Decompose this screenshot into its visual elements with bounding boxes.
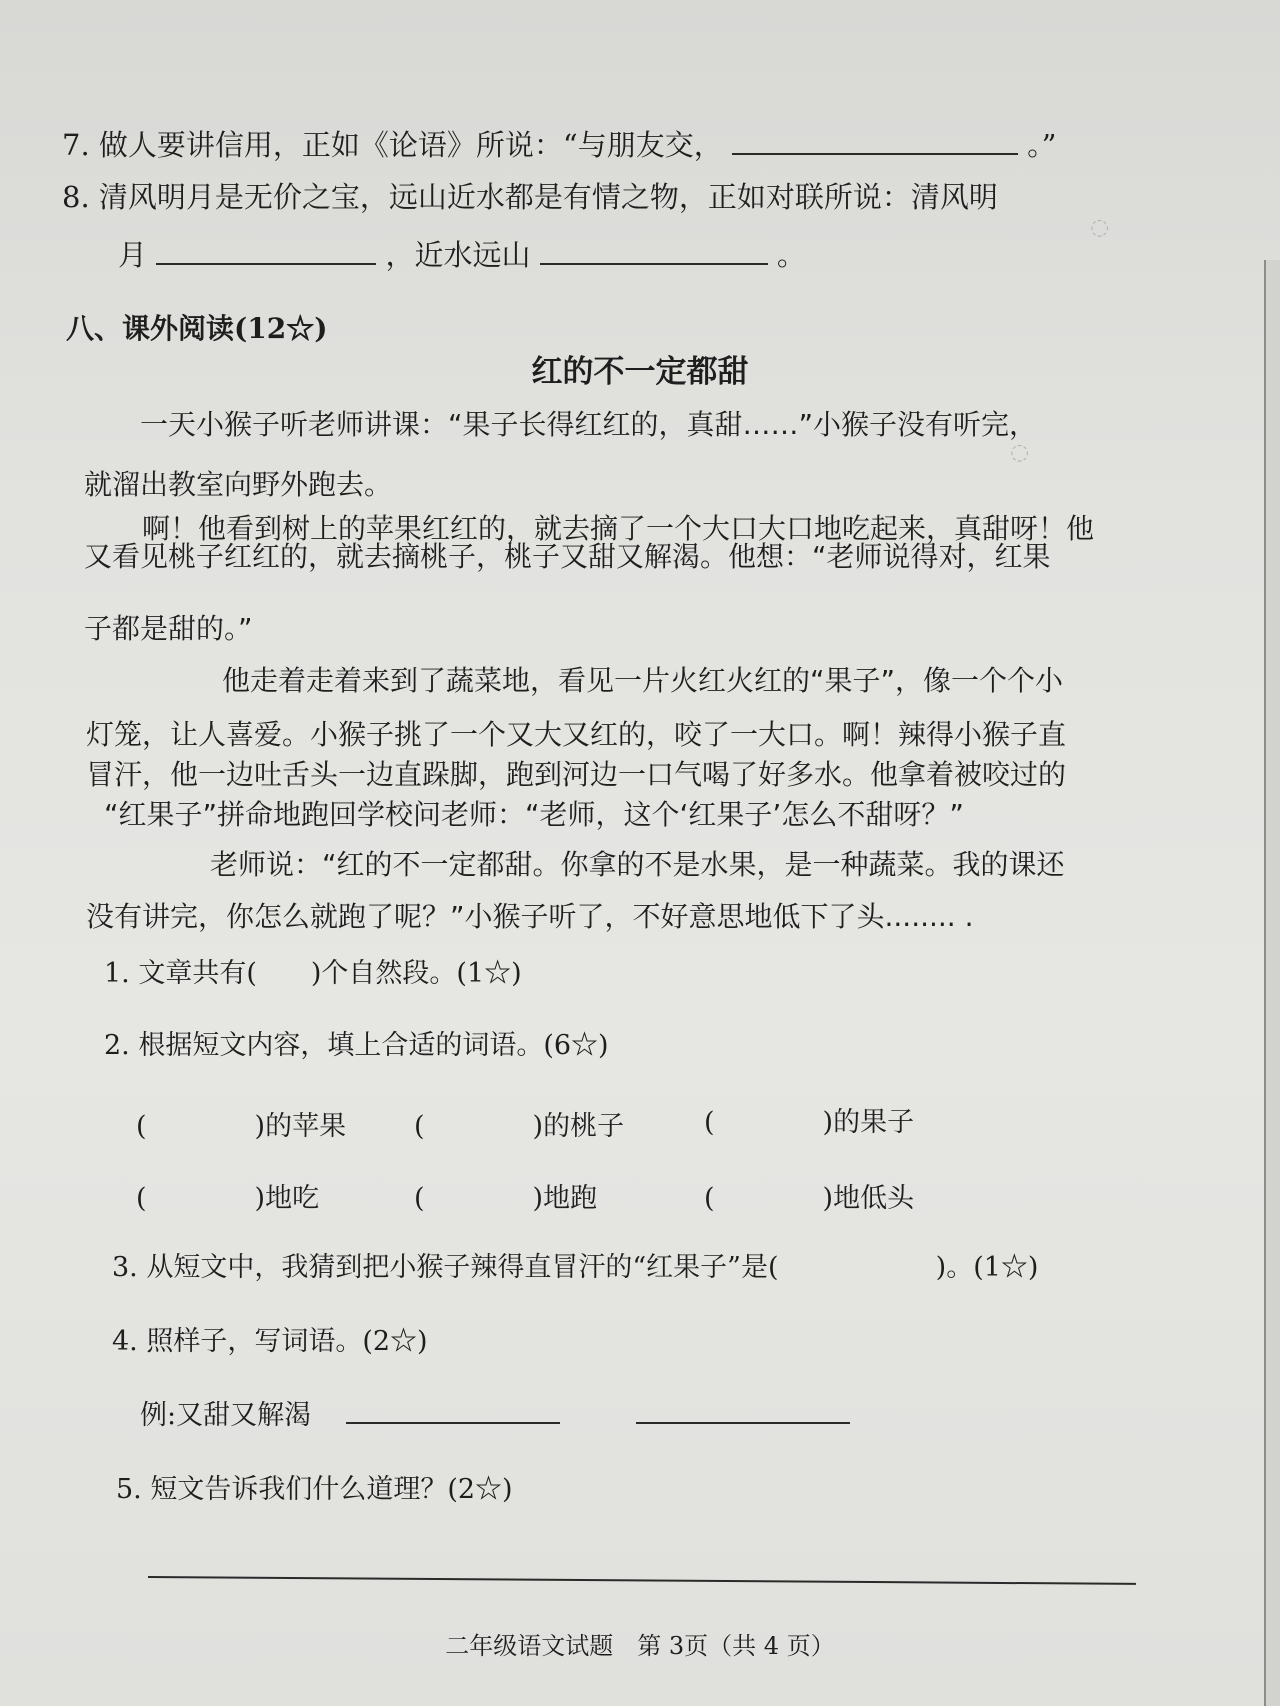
passage-line: 冒汗，他一边吐舌头一边直跺脚，跑到河边一口气喝了好多水。他拿着被咬过的: [86, 758, 1067, 791]
passage-line: 老师说：“红的不一定都甜。你拿的不是水果，是一种蔬菜。我的课还: [210, 848, 1065, 881]
fill-item-fruit[interactable]: ( )的果子: [704, 1107, 915, 1138]
fill-item-label: 地低头: [833, 1183, 915, 1214]
section-heading: 八、课外阅读(12☆): [66, 312, 328, 345]
example-line: [140, 1400, 850, 1432]
question-4: 4. 照样子，写词语。(2☆): [112, 1326, 428, 1357]
passage-title: 红的不一定都甜: [531, 354, 749, 390]
answer-blank-q4b[interactable]: [636, 1400, 850, 1424]
fill-item-label: 的果子: [833, 1107, 915, 1138]
fill-item-label: 地吃: [265, 1183, 320, 1214]
fill-item-head[interactable]: ( )地低头: [704, 1183, 915, 1214]
question-3-text: 3. 从短文中，我猜到把小猴子辣得直冒汗的“红果子”是(: [112, 1252, 779, 1283]
q8-middle: ，近水远山: [385, 238, 531, 272]
passage-line: 子都是甜的。”: [84, 612, 253, 645]
answer-blank-q8b[interactable]: [540, 241, 768, 265]
passage-line: 一天小猴子听老师讲课：“果子长得红红的，真甜……”小猴子没有听完，: [140, 408, 1038, 441]
fill-item-label: 地跑: [543, 1183, 598, 1214]
example-text: 例:又甜又解渴: [140, 1400, 312, 1431]
passage-line: 就溜出教室向野外跑去。: [84, 468, 393, 501]
fill-item-apple[interactable]: ( )的苹果: [136, 1111, 347, 1142]
page-footer: 二年级语文试题 第 3页（共 4 页）: [445, 1632, 835, 1660]
question-5: 5. 短文告诉我们什么道理？(2☆): [116, 1474, 513, 1505]
answer-blank-q4a[interactable]: [346, 1400, 560, 1424]
q8-end: 。: [776, 238, 806, 272]
fill-item-peach[interactable]: ( )的桃子: [414, 1111, 625, 1142]
show-through-mark: ◌: [1010, 440, 1030, 465]
q8-prefix: 月: [118, 238, 148, 272]
passage-line: “红果子”拼命地跑回学校问老师：“老师，这个‘红果子’怎么不甜呀？”: [104, 798, 964, 831]
passage-line: 没有讲完，你怎么就跑了呢？”小猴子听了，不好意思地低下了头........ .: [86, 900, 974, 933]
question-2: 2. 根据短文内容，填上合适的词语。(6☆): [104, 1030, 609, 1061]
question-7: [62, 128, 1056, 163]
question-8-line2: [118, 238, 806, 273]
answer-blank-q7[interactable]: [732, 131, 1018, 155]
page-edge: [1264, 260, 1280, 1706]
question-1: 1. 文章共有( )个自然段。(1☆): [104, 958, 522, 989]
passage-line: 灯笼，让人喜爱。小猴子挑了一个又大又红的，咬了一大口。啊！辣得小猴子直: [86, 718, 1067, 751]
question-7-end: 。”: [1027, 128, 1057, 162]
answer-blank-q8a[interactable]: [156, 241, 376, 265]
show-through-mark: ◌: [1090, 215, 1110, 240]
question-8-text: 8. 清风明月是无价之宝，远山近水都是有情之物，正如对联所说：清风明: [62, 180, 998, 214]
question-3-end: )。(1☆): [935, 1252, 1039, 1283]
passage-line: 又看见桃子红红的，就去摘桃子，桃子又甜又解渴。他想：“老师说得对，红果: [84, 540, 1051, 573]
question-3: [112, 1252, 1038, 1284]
passage-line: 啊！他看到树上的苹果红红的，就去摘了一个大口大口地吃起来，真甜呀！他: [142, 512, 1095, 545]
answer-line-q5[interactable]: [148, 1576, 1136, 1585]
fill-item-eat[interactable]: ( )地吃: [136, 1183, 320, 1214]
fill-item-label: 的苹果: [265, 1111, 347, 1142]
fill-item-label: 的桃子: [543, 1111, 625, 1142]
question-8: [62, 180, 998, 215]
passage-line: 他走着走着来到了蔬菜地，看见一片火红火红的“果子”，像一个个小: [222, 664, 1064, 697]
fill-item-run[interactable]: ( )地跑: [414, 1183, 598, 1214]
question-7-text: 7. 做人要讲信用，正如《论语》所说：“与朋友交，: [62, 128, 723, 162]
